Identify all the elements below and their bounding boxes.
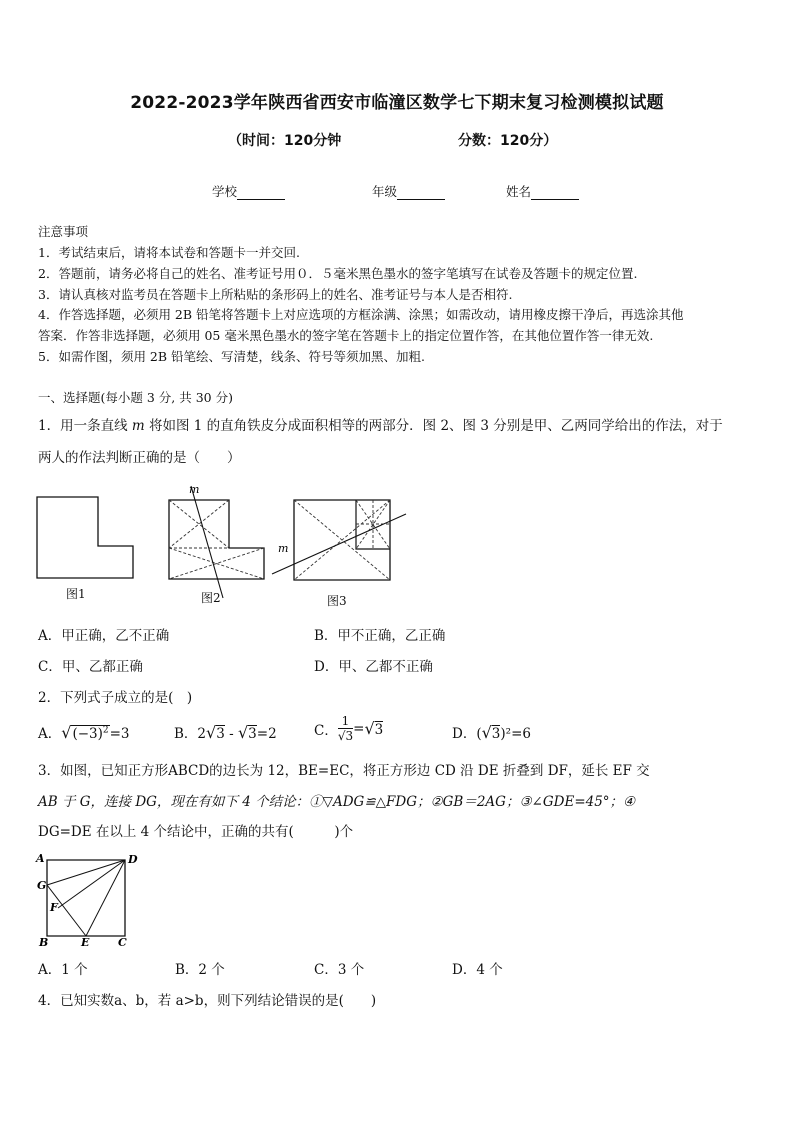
school-label: 学校 — [212, 184, 238, 199]
figure-2 — [163, 480, 273, 602]
q2-option-a — [38, 722, 130, 742]
name-field — [506, 182, 579, 200]
q1-option-c: C．甲、乙都正确 — [38, 659, 143, 675]
q3-line3: DG=DE 在以上 4 个结论中，正确的共有( )个 — [38, 824, 354, 840]
q3-line1: 3．如图，已知正方形ABCD的边长为 12，BE=EC，将正方形边 CD 沿 DE 折叠到 DF，延长 EF 交 — [38, 763, 650, 779]
q2-c-denominator — [338, 729, 353, 743]
point-g-label: G — [37, 879, 47, 892]
school-blank — [237, 187, 285, 200]
sqrt-sign: √ — [337, 729, 346, 743]
q3-figure — [34, 850, 144, 948]
q1-text-a: 1．用一条直线 — [38, 418, 132, 434]
q1-option-a: A．甲正确，乙不正确 — [38, 628, 170, 644]
q2-c-rhs-radicand: 3 — [374, 722, 384, 738]
q2-b-label: B．2 — [174, 726, 207, 742]
q2-option-c — [314, 714, 383, 743]
sqrt-sign: √ — [237, 723, 249, 742]
notice-item: 5．如需作图，须用 2B 铅笔绘、写清楚，线条、符号等须加黑、加粗. — [38, 349, 426, 364]
school-field — [212, 182, 285, 200]
q2-c-rhs — [364, 719, 383, 738]
grade-label: 年级 — [372, 184, 398, 199]
notice-item: 3．请认真核对监考员在答题卡上所粘贴的条形码上的姓名、准考证号与本人是否相符. — [38, 287, 513, 302]
q1-option-b: B．甲不正确，乙正确 — [314, 628, 446, 644]
figure-2-caption: 图2 — [201, 591, 221, 605]
point-a-label: A — [36, 852, 45, 865]
q2-c-fraction — [338, 714, 353, 743]
page-title: 2022-2023学年陕西省西安市临潼区数学七下期末复习检测模拟试题 — [130, 93, 664, 113]
point-f-label: F — [50, 901, 58, 914]
q2-c-equals: = — [353, 720, 365, 737]
q2-option-b — [174, 722, 277, 742]
notice-item: 1．考试结束后，请将本试卷和答题卡一并交回. — [38, 245, 300, 260]
q3-line2: AB 于 G，连接 DG，现在有如下 4 个结论：①▽ADG≌△FDG；②GB＝2AG；③∠GDE=45°；④ — [38, 794, 636, 810]
sqrt-sign: √ — [481, 723, 492, 742]
q1-option-d: D．甲、乙都不正确 — [314, 659, 433, 675]
q4-stem: 4．已知实数a、b，若 a>b，则下列结论错误的是( ) — [38, 993, 377, 1009]
q3-option-a: A．1 个 — [38, 962, 88, 978]
q2-a-exp: 2 — [102, 725, 109, 736]
exam-time: （时间：120分钟 — [228, 133, 342, 149]
sqrt-sign: √ — [364, 719, 375, 738]
q2-b-radicand-1: 3 — [216, 726, 225, 742]
q2-b-result: =2 — [256, 726, 277, 742]
q3-option-b: B．2 个 — [175, 962, 225, 978]
q2-d-radicand: 3 — [491, 726, 501, 742]
q2-a-label: A． — [38, 726, 62, 742]
q1-line2: 两人的作法判断正确的是（ ） — [38, 450, 241, 466]
q1-text-b: 将如图 1 的直角铁皮分成面积相等的两部分．图 2、图 3 分别是甲、乙两同学给出的作法，对于 — [144, 418, 723, 434]
q2-c-label: C． — [314, 722, 338, 739]
name-blank — [531, 187, 579, 200]
q2-a-result: =3 — [109, 726, 130, 742]
q2-c-numerator: 1 — [338, 714, 353, 729]
sqrt-sign: √ — [61, 723, 72, 742]
sqrt-sign: √ — [206, 723, 217, 742]
q1-var-m: m — [131, 418, 145, 434]
figure-1 — [36, 496, 136, 580]
q3-option-d: D．4 个 — [452, 962, 503, 978]
figure-1-caption: 图1 — [66, 587, 86, 601]
figure-3-caption: 图3 — [327, 594, 347, 608]
q2-option-d — [452, 722, 531, 742]
notice-item: 答案．作答非选择题，必须用 05 毫米黑色墨水的签字笔在答题卡上的指定位置作答，在其他位置作答一律无效. — [38, 328, 654, 343]
notice-item: 2．答题前，请务必将自己的姓名、准考证号用０．５毫米黑色墨水的签字笔填写在试卷及答题卡的规定位置. — [38, 266, 638, 281]
point-e-label: E — [81, 936, 90, 948]
notice-heading: 注意事项 — [38, 224, 89, 239]
name-label: 姓名 — [506, 184, 532, 199]
q2-d-result: )²=6 — [500, 726, 531, 742]
q2-b-operator: - — [224, 726, 238, 742]
grade-blank — [397, 187, 445, 200]
grade-field — [372, 182, 445, 200]
figure-3-m-label: m — [278, 542, 289, 555]
point-d-label: D — [128, 853, 138, 866]
section-heading: 一、选择题(每小题 3 分, 共 30 分) — [38, 390, 233, 405]
q2-a-radicand — [71, 725, 109, 742]
figure-2-m-label: m — [189, 483, 200, 496]
notice-item: 4．作答选择题，必须用 2B 铅笔将答题卡上对应选项的方框涂满、涂黑；如需改动，请用橡皮擦干净后，再选涂其他 — [38, 307, 684, 322]
exam-score: 分数：120分） — [458, 133, 558, 149]
q2-a-base: (−3) — [72, 726, 103, 742]
point-b-label: B — [39, 936, 49, 948]
q2-c-den-radicand: 3 — [345, 729, 354, 743]
point-c-label: C — [118, 936, 127, 948]
q1-line1 — [38, 414, 723, 434]
q2-stem: 2．下列式子成立的是( ) — [38, 690, 193, 706]
q2-b-radicand-2: 3 — [248, 726, 257, 742]
figure-3 — [270, 494, 410, 586]
q2-d-label: D．( — [452, 726, 482, 742]
q3-option-c: C．3 个 — [314, 962, 365, 978]
